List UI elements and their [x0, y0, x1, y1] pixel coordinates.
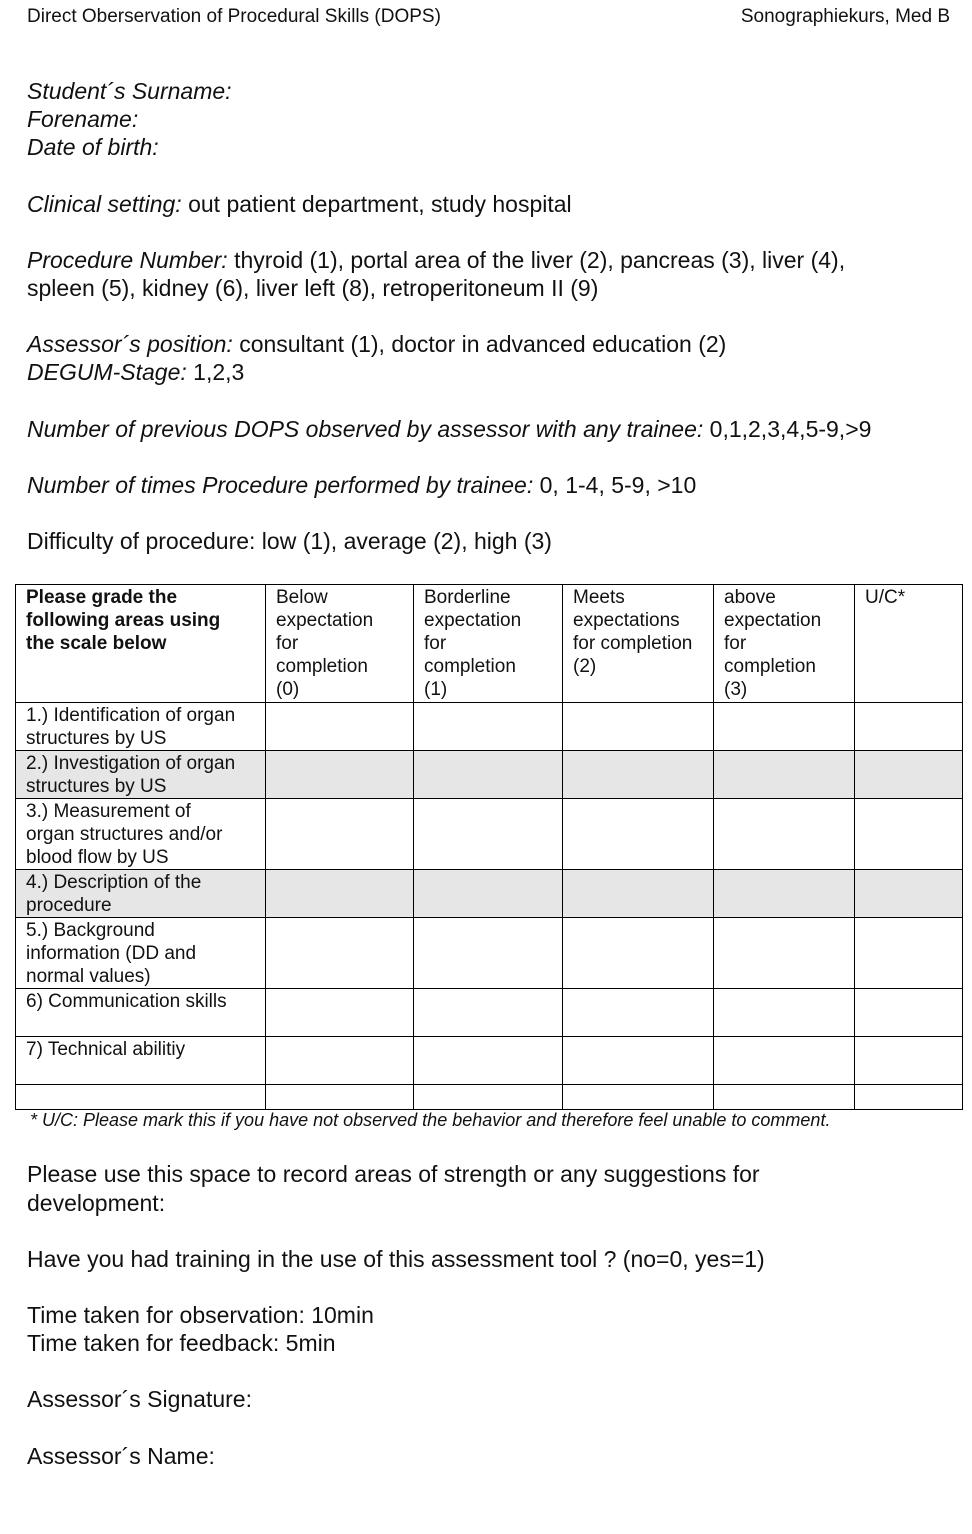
strengths-prompt-line2: development: [27, 1190, 166, 1216]
times-performed [27, 472, 696, 499]
procedure-number-value-1: thyroid (1), portal area of the liver (2), pancreas (3), liver (4), [227, 247, 846, 273]
header-meets-expectations: Meets expectations for completion (2) [563, 585, 714, 703]
grade-cell[interactable] [266, 703, 414, 751]
previous-dops-value: 0,1,2,3,4,5-9,>9 [703, 416, 872, 442]
header-borderline-expectation: Borderline expectation for completion (1) [414, 585, 563, 703]
degum-stage [27, 359, 244, 386]
grade-cell[interactable] [266, 918, 414, 989]
grade-cell[interactable] [563, 1037, 714, 1085]
assessor-position-label: Assessor´s position: [27, 331, 233, 357]
grade-cell[interactable] [855, 1037, 963, 1085]
header-below-expectation: Below expectation for completion (0) [266, 585, 414, 703]
grade-cell[interactable] [414, 703, 563, 751]
empty-cell[interactable] [414, 1085, 563, 1110]
grade-cell[interactable] [266, 1037, 414, 1085]
form-title: Direct Oberservation of Procedural Skills (DOPS) [27, 6, 441, 27]
grade-cell[interactable] [563, 799, 714, 870]
assessor-signature-label: Assessor´s Signature: [27, 1386, 252, 1412]
previous-dops-label: Number of previous DOPS observed by assessor with any trainee: [27, 416, 704, 442]
empty-cell[interactable] [563, 1085, 714, 1110]
grade-cell[interactable] [266, 751, 414, 799]
student-surname-label: Student´s Surname: [27, 78, 232, 104]
grade-cell[interactable] [855, 989, 963, 1037]
strengths-prompt-line1: Please use this space to record areas of strength or any suggestions for [27, 1161, 760, 1187]
grading-table [15, 584, 963, 1110]
clinical-setting-value: out patient department, study hospital [181, 191, 572, 217]
time-feedback: Time taken for feedback: 5min [27, 1330, 336, 1356]
grade-cell[interactable] [414, 989, 563, 1037]
grade-cell[interactable] [414, 799, 563, 870]
grade-cell[interactable] [266, 799, 414, 870]
clinical-setting-label: Clinical setting: [27, 191, 182, 217]
table-row-empty [16, 1085, 963, 1110]
grade-cell[interactable] [563, 703, 714, 751]
row-label-technical: 7) Technical abilitiy [16, 1037, 266, 1085]
empty-cell[interactable] [266, 1085, 414, 1110]
table-row [16, 918, 963, 989]
date-of-birth-label: Date of birth: [27, 134, 159, 160]
difficulty-of-procedure: Difficulty of procedure: low (1), average (2), high (3) [27, 528, 552, 554]
grade-cell[interactable] [563, 989, 714, 1037]
table-row [16, 870, 963, 918]
grade-cell[interactable] [563, 870, 714, 918]
grade-cell[interactable] [714, 918, 855, 989]
grade-cell[interactable] [266, 870, 414, 918]
assessor-position-value: consultant (1), doctor in advanced education (2) [232, 331, 727, 357]
grade-cell[interactable] [266, 989, 414, 1037]
degum-stage-value: 1,2,3 [186, 359, 245, 385]
clinical-setting [27, 191, 572, 218]
table-row [16, 989, 963, 1037]
grade-cell[interactable] [855, 703, 963, 751]
grade-cell[interactable] [714, 1037, 855, 1085]
uc-footnote: * U/C: Please mark this if you have not observed the behavior and therefore feel unable to comment. [30, 1110, 831, 1130]
procedure-number [27, 247, 845, 274]
training-question: Have you had training in the use of this assessment tool ? (no=0, yes=1) [27, 1246, 765, 1272]
grade-cell[interactable] [855, 799, 963, 870]
empty-cell[interactable] [714, 1085, 855, 1110]
table-row [16, 703, 963, 751]
grade-cell[interactable] [414, 918, 563, 989]
grade-cell[interactable] [714, 751, 855, 799]
assessor-position [27, 331, 726, 358]
table-row [16, 751, 963, 799]
table-header-row [16, 585, 963, 703]
times-performed-label: Number of times Procedure performed by trainee: [27, 472, 534, 498]
forename-label: Forename: [27, 106, 139, 132]
grade-cell[interactable] [714, 703, 855, 751]
procedure-number-value-2: spleen (5), kidney (6), liver left (8), retroperitoneum II (9) [27, 275, 599, 301]
header-above-expectation: above expectation for completion (3) [714, 585, 855, 703]
empty-cell [16, 1085, 266, 1110]
assessor-name-label: Assessor´s Name: [27, 1443, 215, 1469]
grade-cell[interactable] [714, 870, 855, 918]
grade-cell[interactable] [855, 870, 963, 918]
row-label-measurement: 3.) Measurement of organ structures and/or blood flow by US [16, 799, 266, 870]
degum-stage-label: DEGUM-Stage: [27, 359, 187, 385]
table-row [16, 1037, 963, 1085]
row-label-investigation: 2.) Investigation of organ structures by US [16, 751, 266, 799]
row-label-identification: 1.) Identification of organ structures by US [16, 703, 266, 751]
grade-cell[interactable] [563, 918, 714, 989]
grade-cell[interactable] [414, 870, 563, 918]
empty-cell[interactable] [855, 1085, 963, 1110]
table-row [16, 799, 963, 870]
grade-cell[interactable] [714, 799, 855, 870]
row-label-background: 5.) Background information (DD and normal values) [16, 918, 266, 989]
grade-cell[interactable] [414, 751, 563, 799]
row-label-communication: 6) Communication skills [16, 989, 266, 1037]
previous-dops [27, 416, 871, 443]
grade-cell[interactable] [714, 989, 855, 1037]
row-label-description: 4.) Description of the procedure [16, 870, 266, 918]
grade-cell[interactable] [855, 918, 963, 989]
grade-cell[interactable] [414, 1037, 563, 1085]
time-observation: Time taken for observation: 10min [27, 1302, 374, 1328]
course-name: Sonographiekurs, Med B [740, 6, 950, 27]
times-performed-value: 0, 1-4, 5-9, >10 [533, 472, 697, 498]
procedure-number-label: Procedure Number: [27, 247, 228, 273]
header-areas: Please grade the following areas using the scale below [16, 585, 266, 703]
grade-cell[interactable] [563, 751, 714, 799]
grade-cell[interactable] [855, 751, 963, 799]
header-uc: U/C* [855, 585, 963, 703]
